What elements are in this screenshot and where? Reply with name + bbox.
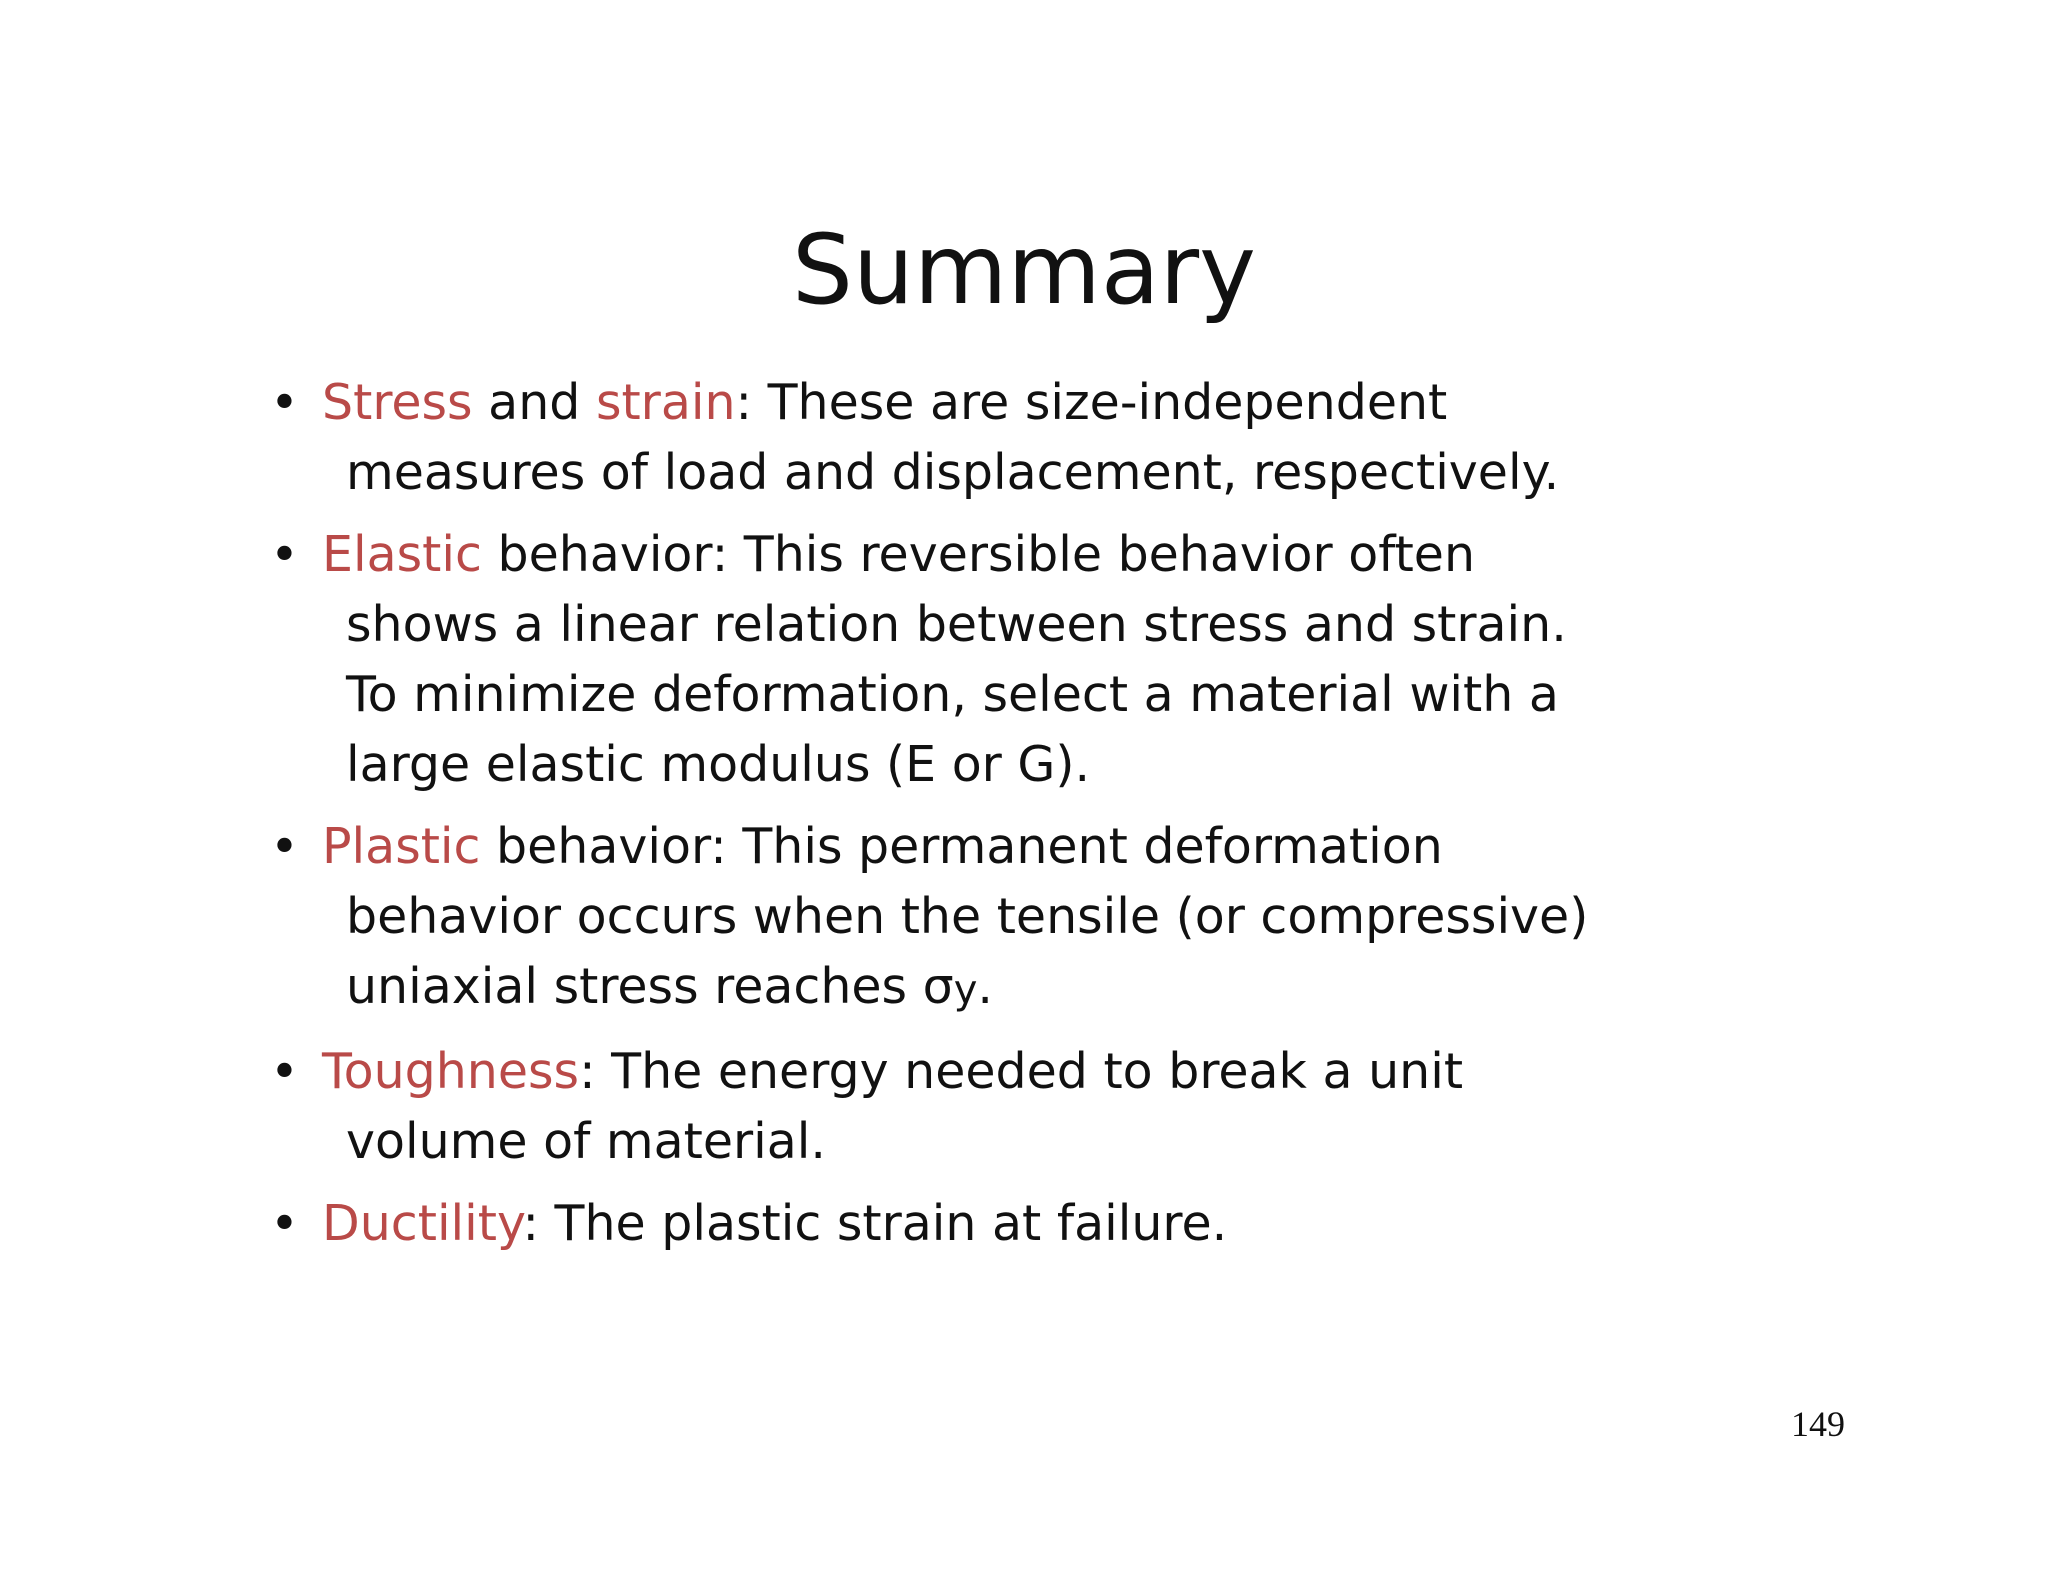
- term-stress: Stress: [322, 374, 473, 431]
- bullet-text: .: [977, 958, 993, 1015]
- bullet-toughness: [262, 1037, 1562, 1177]
- bullet-elastic: [262, 520, 1567, 800]
- yield-subscript: y: [953, 967, 978, 1013]
- bullet-dot-icon: •: [270, 1195, 299, 1252]
- bullet-ductility: [262, 1189, 1562, 1259]
- bullet-continuation-line: volume of material.: [346, 1113, 826, 1170]
- bullet-line: [322, 1189, 1562, 1259]
- bullet-dot-icon: •: [270, 1043, 299, 1100]
- bullet-continuation-line: shows a linear relation between stress and strain.: [346, 596, 1567, 653]
- bullet-stress-strain: [262, 368, 1562, 508]
- bullet-dot-icon: •: [270, 526, 299, 583]
- bullet-line: [322, 520, 1562, 590]
- bullet-dot-icon: •: [270, 818, 299, 875]
- bullet-continuation-line: [322, 952, 1562, 1025]
- page-number: 149: [1791, 1404, 1845, 1444]
- bullet-plastic: [262, 812, 1589, 1025]
- bullet-text: and: [472, 374, 596, 431]
- bullet-text: : The plastic strain at failure.: [522, 1195, 1228, 1252]
- term-ductility: Ductility: [322, 1195, 523, 1252]
- bullet-line: [322, 1037, 1562, 1107]
- bullet-dot-icon: •: [270, 374, 299, 431]
- bullet-text: behavior: This reversible behavior often: [481, 526, 1475, 583]
- slide-title: Summary: [792, 214, 1256, 326]
- bullet-text: uniaxial stress reaches: [346, 958, 923, 1015]
- bullet-continuation-line: large elastic modulus (E or G).: [346, 736, 1091, 793]
- term-plastic: Plastic: [322, 818, 481, 875]
- term-strain: strain: [595, 374, 736, 431]
- bullet-continuation-line: measures of load and displacement, respectively.: [346, 444, 1560, 501]
- term-elastic: Elastic: [322, 526, 482, 583]
- bullet-text: : The energy needed to break a unit: [579, 1043, 1464, 1100]
- bullet-text: behavior: This permanent deformation: [480, 818, 1443, 875]
- bullet-line: [322, 368, 1562, 438]
- summary-bullet-list: [262, 368, 1589, 1271]
- bullet-text: : These are size-independent: [735, 374, 1448, 431]
- bullet-continuation-line: behavior occurs when the tensile (or compressive): [346, 888, 1589, 945]
- bullet-line: [322, 812, 1562, 882]
- sigma-symbol: σ: [922, 958, 954, 1015]
- bullet-continuation-line: To minimize deformation, select a material with a: [346, 666, 1559, 723]
- term-toughness: Toughness: [322, 1043, 580, 1100]
